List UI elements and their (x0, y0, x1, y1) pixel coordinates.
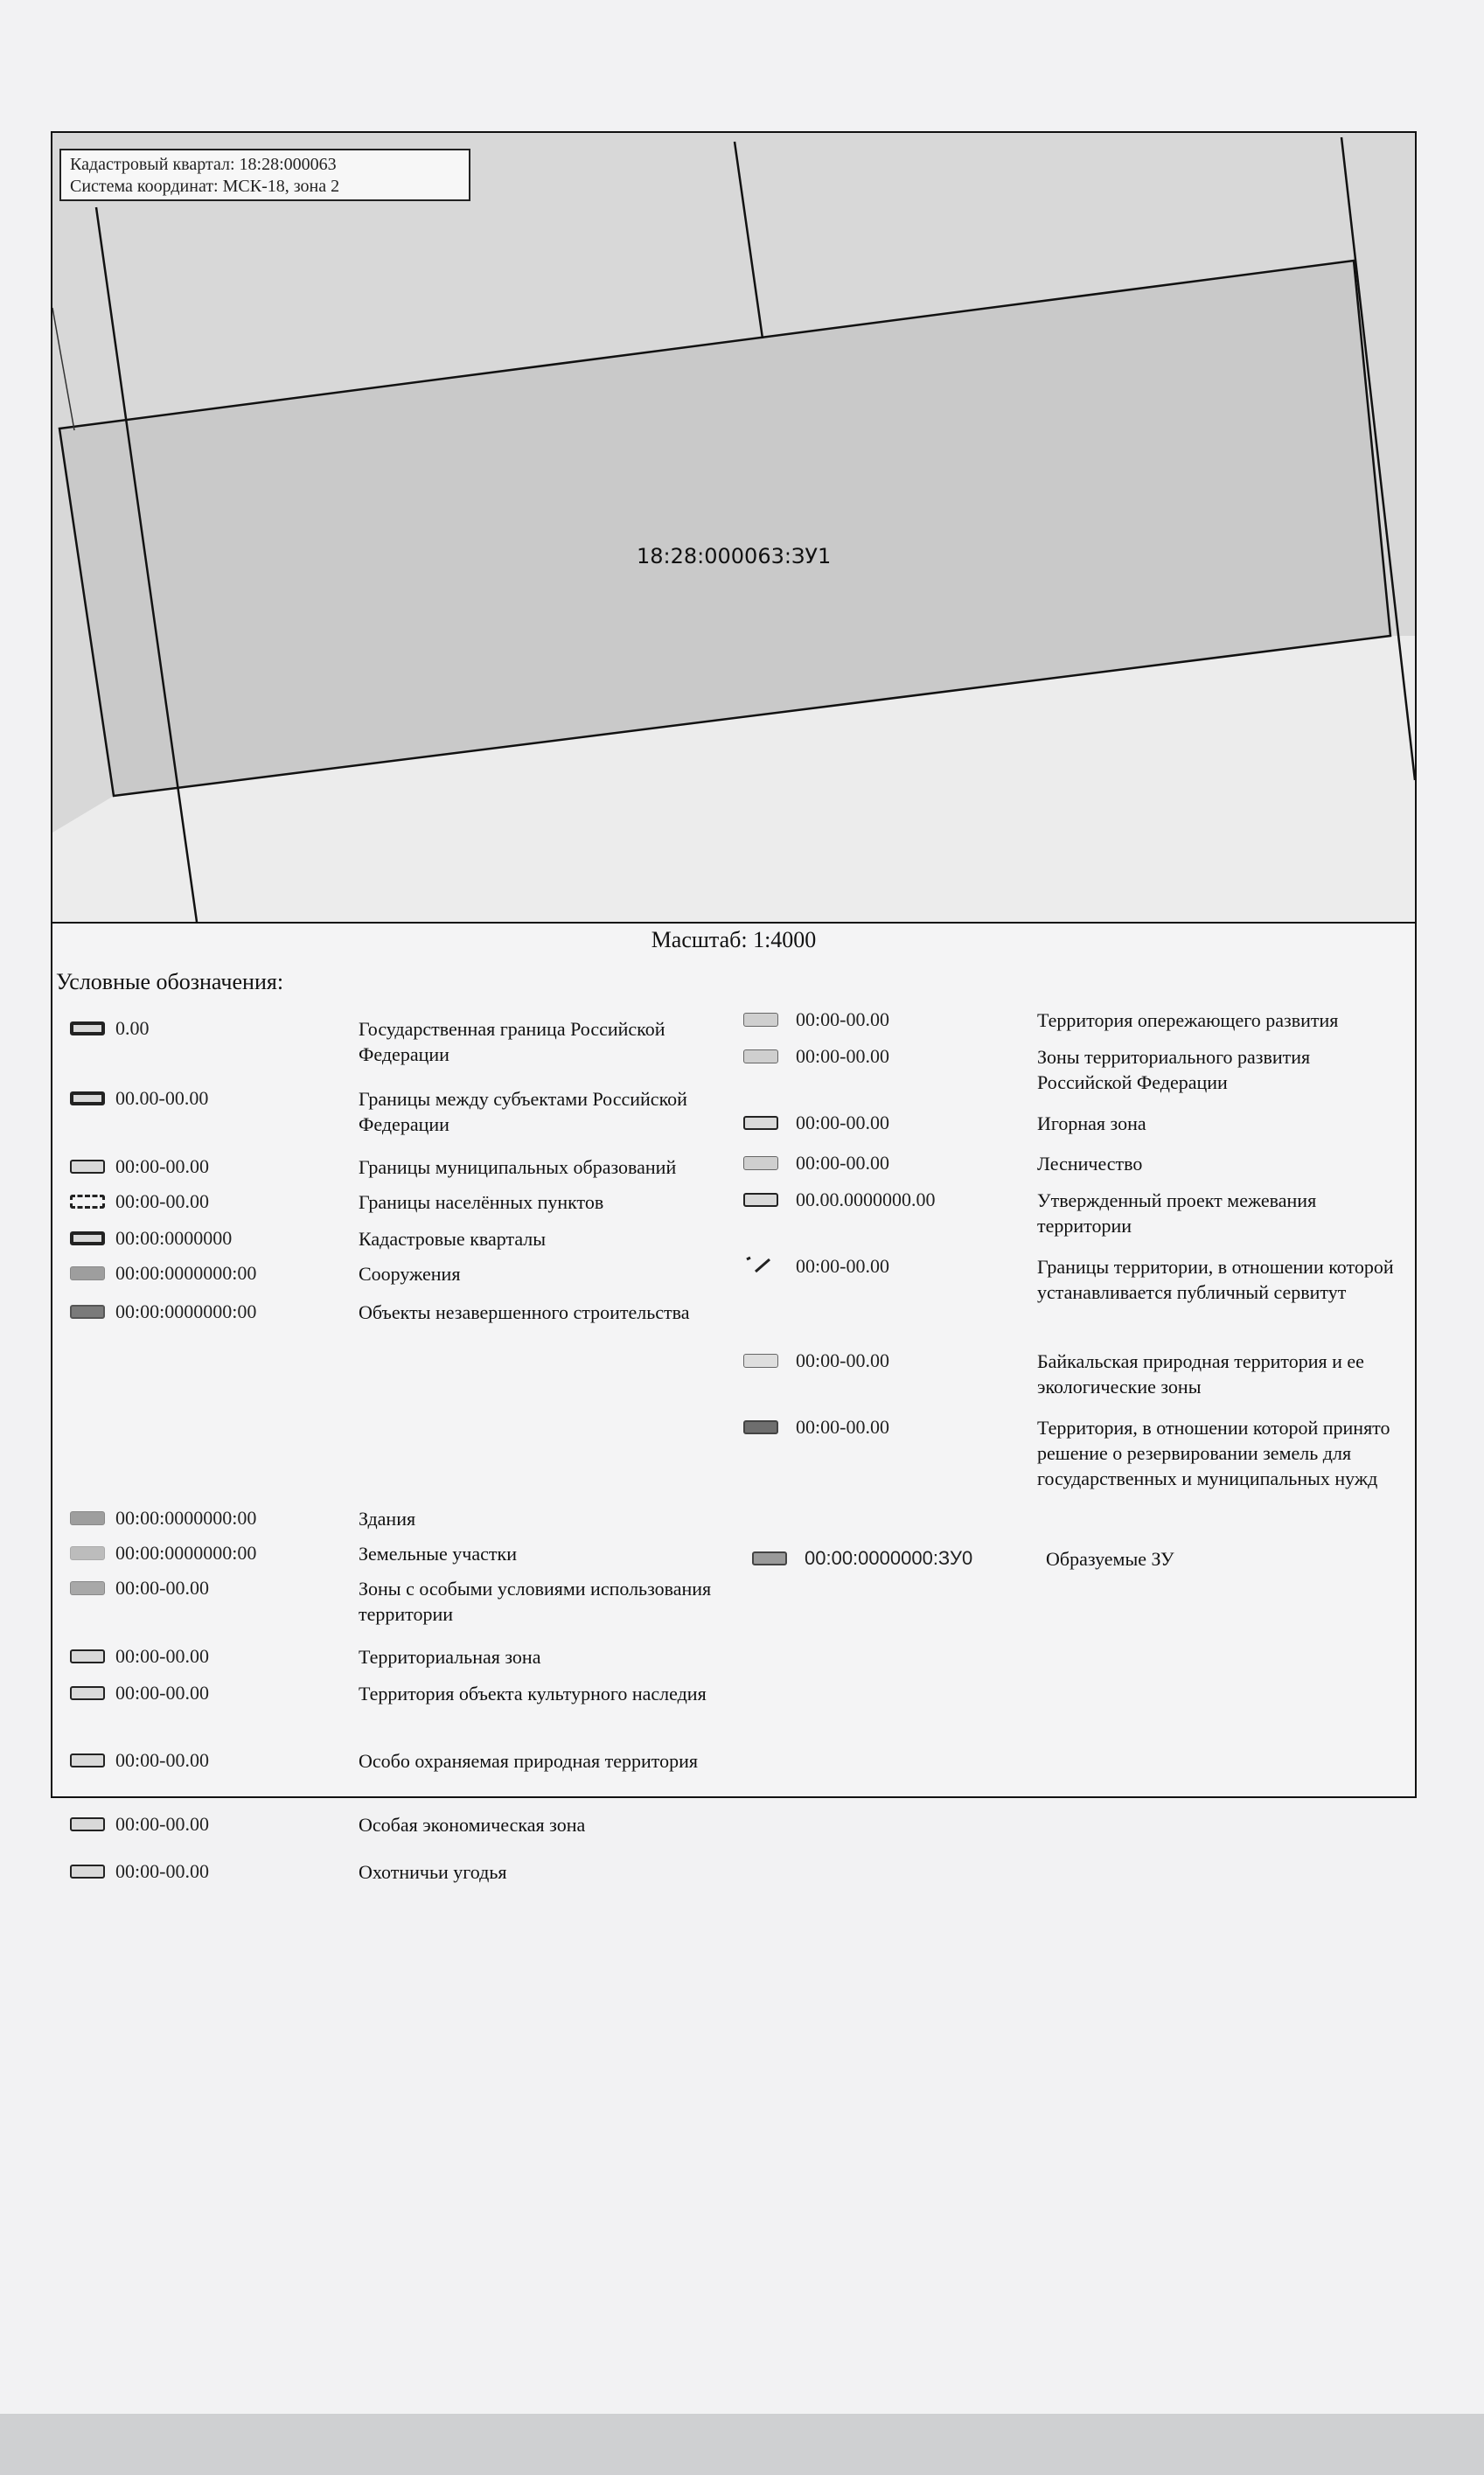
photo-bottom-strip (0, 2414, 1484, 2475)
border-line-icon (70, 1753, 105, 1767)
legend-description: Земельные участки (359, 1543, 517, 1565)
legend-description: Лесничество (1037, 1153, 1143, 1175)
gray-fill-icon (70, 1511, 105, 1525)
border-line-icon (70, 1160, 105, 1174)
legend-description: Зоны с особыми условиями использования территории (359, 1578, 712, 1625)
legend-description: Границы территории, в отношении которой устанавливается публичный сервитут (1037, 1256, 1394, 1303)
gray-fill-icon (70, 1581, 105, 1595)
legend-title: Условные обозначения: (56, 969, 284, 994)
legend-description: Игорная зона (1037, 1112, 1146, 1134)
legend-code: 00:00-00.00 (115, 1682, 209, 1704)
legend-code: 00:00-00.00 (115, 1749, 209, 1771)
gray-fill-icon (743, 1049, 778, 1063)
border-line-icon (70, 1817, 105, 1831)
legend-code: 00:00-00.00 (796, 1255, 889, 1277)
legend-code: 00:00-00.00 (115, 1577, 209, 1599)
map-drawing (52, 133, 1415, 922)
legend-code: 00:00:0000000 (115, 1227, 233, 1249)
cadastral-plan-frame (51, 131, 1417, 1883)
legend-code: 00:00-00.00 (796, 1416, 889, 1438)
legend-code: 00:00-00.00 (115, 1155, 209, 1177)
legend-description: Сооружения (359, 1263, 461, 1285)
dashed-border-icon (70, 1195, 105, 1209)
legend-code: 00:00:0000000:00 (115, 1507, 257, 1529)
dark-fill-icon (70, 1305, 105, 1319)
border-line-icon (70, 1865, 105, 1879)
gray-fill-icon (743, 1156, 778, 1170)
light-fill-icon (743, 1354, 778, 1368)
legend-code: 00:00-00.00 (796, 1112, 889, 1133)
legend-description: Территория объекта культурного наследия (359, 1683, 707, 1705)
map-info-box (59, 149, 470, 201)
border-line-icon (743, 1116, 778, 1130)
legend-description: Байкальская природная территория и ее экологические зоны (1037, 1350, 1364, 1398)
legend-code: 00.00-00.00 (115, 1087, 209, 1109)
legend-code: 00:00:0000000:00 (115, 1262, 257, 1284)
parcel-number-label: 18:28:000063:ЗУ1 (637, 544, 832, 568)
legend-description: Зоны территориального развития Российской Федерации (1037, 1046, 1311, 1093)
gray-fill-icon (752, 1551, 787, 1565)
legend-description: Территория опережающего развития (1037, 1009, 1339, 1031)
legend-description: Государственная граница Российской Федерации (359, 1018, 665, 1065)
dark-fill-icon (743, 1420, 778, 1434)
legend-description: Образуемые ЗУ (1046, 1548, 1174, 1570)
gray-fill-icon (70, 1266, 105, 1280)
legend-code: 00:00-00.00 (796, 1152, 889, 1174)
legend-description: Здания (359, 1508, 416, 1530)
cadastral-quarter-label: Кадастровый квартал: 18:28:000063 (70, 155, 337, 174)
legend-code: 00:00-00.00 (115, 1813, 209, 1835)
legend-code: 0.00 (115, 1017, 150, 1039)
legend-description: Особо охраняемая природная территория (359, 1750, 699, 1772)
scale-label: Масштаб: 1:4000 (651, 927, 817, 952)
cadastral-map (52, 133, 1415, 924)
legend-description: Охотничьи угодья (359, 1861, 507, 1883)
dash-slash-icon (743, 1256, 778, 1275)
thick-border-line-icon (70, 1231, 105, 1245)
legend-description: Утвержденный проект межевания территории (1037, 1189, 1317, 1237)
legend-code: 00:00-00.00 (796, 1349, 889, 1371)
legend-description: Территориальная зона (359, 1646, 541, 1668)
legend-code: 00:00:0000000:ЗУ0 (805, 1547, 973, 1569)
gray-fill-icon (743, 1013, 778, 1027)
border-line-icon (70, 1649, 105, 1663)
legend-description: Границы населённых пунктов (359, 1191, 604, 1213)
border-line-icon (743, 1193, 778, 1207)
legend-code: 00:00-00.00 (115, 1645, 209, 1667)
legend-description: Особая экономическая зона (359, 1814, 586, 1836)
legend-description: Объекты незавершенного строительства (359, 1301, 690, 1323)
thick-border-line-icon (70, 1091, 105, 1105)
legend-description: Кадастровые кварталы (359, 1228, 547, 1250)
thick-border-line-icon (70, 1021, 105, 1035)
light-fill-icon (70, 1546, 105, 1560)
legend-code: 00.00.0000000.00 (796, 1189, 936, 1210)
legend-code: 00:00-00.00 (115, 1190, 209, 1212)
legend-description: Территория, в отношении которой принято решение о резервировании земель для государственных и муниципальных нужд (1037, 1417, 1390, 1489)
border-line-icon (70, 1686, 105, 1700)
legend-code: 00:00-00.00 (115, 1860, 209, 1882)
legend-code: 00:00-00.00 (796, 1045, 889, 1067)
legend-code: 00:00-00.00 (796, 1008, 889, 1030)
legend-code: 00:00:0000000:00 (115, 1542, 257, 1564)
legend-description: Границы муниципальных образований (359, 1156, 677, 1178)
legend-code: 00:00:0000000:00 (115, 1300, 257, 1322)
coordinate-system-label: Система координат: МСК-18, зона 2 (70, 177, 340, 196)
legend-description: Границы между субъектами Российской Федерации (359, 1088, 687, 1135)
